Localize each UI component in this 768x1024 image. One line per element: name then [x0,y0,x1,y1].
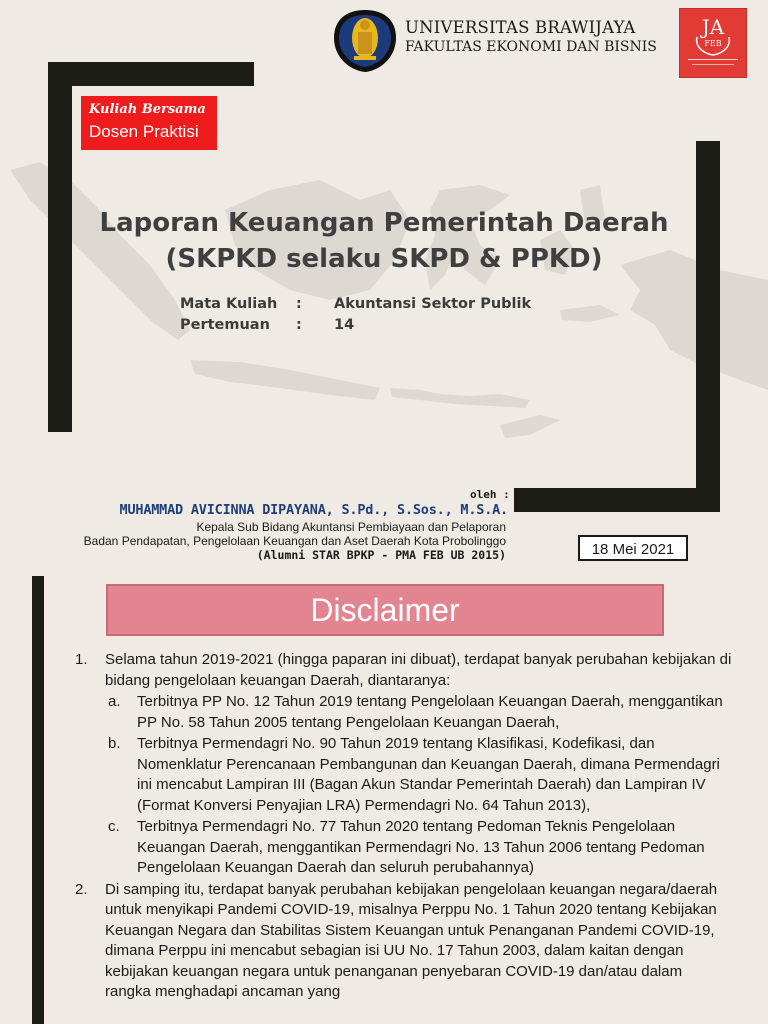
list-item-text: Di samping itu, terdapat banyak perubahan kebijakan pengelolaan keuangan negara/daerah untuk menyikapi Pandemi COVID-19, misalnya Perppu No. 1 Tahun 2020 tentang Kebijakan Keuangan Negara dan Stabilitas Sistem Keuangan untuk Penanganan Pandemi COVID-19, dimana Perppu ini mencabut sebagian isi UU No. 17 Tahun 2003, dalam kaitan dengan kebijakan keuangan negara untuk penanganan penyebaran COVID-19 dan/atau dalam rangka menghadapi ancaman yang [105,880,718,1000]
map-island-java [190,360,380,400]
sub-list-text: Terbitnya Permendagri No. 77 Tahun 2020 tentang Pedoman Teknis Pengelolaan Keuangan Daerah, menggantikan Permendagri No. 13 Tahun 2006 tentang Pedoman Pengelolaan Keuangan Daerah dan seluruh perubahannya) [137,818,705,876]
presenter-name: MUHAMMAD AVICINNA DIPAYANA, S.Pd., S.Sos., M.S.A. [119,502,508,518]
presenter-agency: Badan Pendapatan, Pengelolaan Keuangan dan Aset Daerah Kota Probolinggo [83,534,506,548]
badge-subtitle: Kuliah Bersama [89,102,206,117]
disclaimer-heading: Disclaimer [106,584,664,636]
info-label-meeting: Pertemuan [180,317,270,333]
slide-title-line2: (SKPKD selaku SKPD & PPKD) [165,244,603,274]
sub-list-letter: c. [108,818,120,835]
laurel-icon [693,33,733,57]
faculty-name: FAKULTAS EKONOMI DAN BISNIS [405,39,657,55]
list-item [72,650,732,879]
info-label-course: Mata Kuliah [180,296,278,312]
slide-title-line1: Laporan Keuangan Pemerintah Daerah [99,208,669,238]
sub-list-text: Terbitnya Permendagri No. 90 Tahun 2019 tentang Klasifikasi, Kodefikasi, dan Nomenklatur Perencanaan Pembangunan dan Keuangan Daerah, dimana Permendagri ini mencabut Lampiran III (Bagan Akun Standar Pemerintah Daerah) dan Lampiran IV (Format Konversi Penyajian LRA) Permendagri No. 64 Tahun 2013), [137,735,720,814]
frame-bar-right-vertical [696,141,720,511]
frame-bar-left-vertical [32,576,44,1024]
map-islands-nusa-tenggara [390,388,530,408]
sub-list-item [105,734,732,816]
info-value-meeting: 14 [334,317,355,333]
university-name: UNIVERSITAS BRAWIJAYA [405,18,636,37]
frame-bar-bottom-right-horizontal [514,488,720,512]
presenter-role: Kepala Sub Bidang Akuntansi Pembiayaan dan Pelaporan [196,520,506,534]
ja-logo-fineprint [692,64,734,65]
disclaimer-slide [0,576,768,1024]
info-value-course: Akuntansi Sektor Publik [334,296,532,312]
kuliah-bersama-badge [81,96,217,150]
sub-list-letter: b. [108,735,121,752]
list-item [72,880,732,1003]
info-sep-meeting: : [296,317,302,333]
sub-list-letter: a. [108,693,121,710]
brawijaya-logo [332,8,398,74]
list-number: 2. [75,880,88,898]
sub-list-item [105,692,732,733]
sub-list-text: Terbitnya PP No. 12 Tahun 2019 tentang Pengelolaan Keuangan Daerah, menggantikan PP No. 58 Tahun 2005 tentang Pengelolaan Keuangan Daerah, [137,693,723,731]
badge-title: Dosen Praktisi [89,122,199,141]
presenter-by-label: oleh : [470,488,510,501]
frame-bar-top-left-horizontal [48,62,254,86]
info-sep-course: : [296,296,302,312]
sub-list-item [105,817,732,879]
map-island-kalimantan [225,180,410,300]
disclaimer-list [72,650,732,1003]
presenter-alumni: (Alumni STAR BPKP - PMA FEB UB 2015) [256,548,506,562]
list-number: 1. [75,651,88,668]
map-island-timor [500,415,560,438]
presentation-date: 18 Mei 2021 [578,535,688,561]
list-item-text: Selama tahun 2019-2021 (hingga paparan ini dibuat), terdapat banyak perubahan kebijakan di bidang pengelolaan keuangan Daerah, diantaranya: [105,651,732,689]
ja-logo-fineprint [688,59,738,60]
ja-logo-letters: JA [701,15,725,39]
ja-feb-logo [679,8,747,78]
ja-logo-sub: FEB [704,39,722,48]
